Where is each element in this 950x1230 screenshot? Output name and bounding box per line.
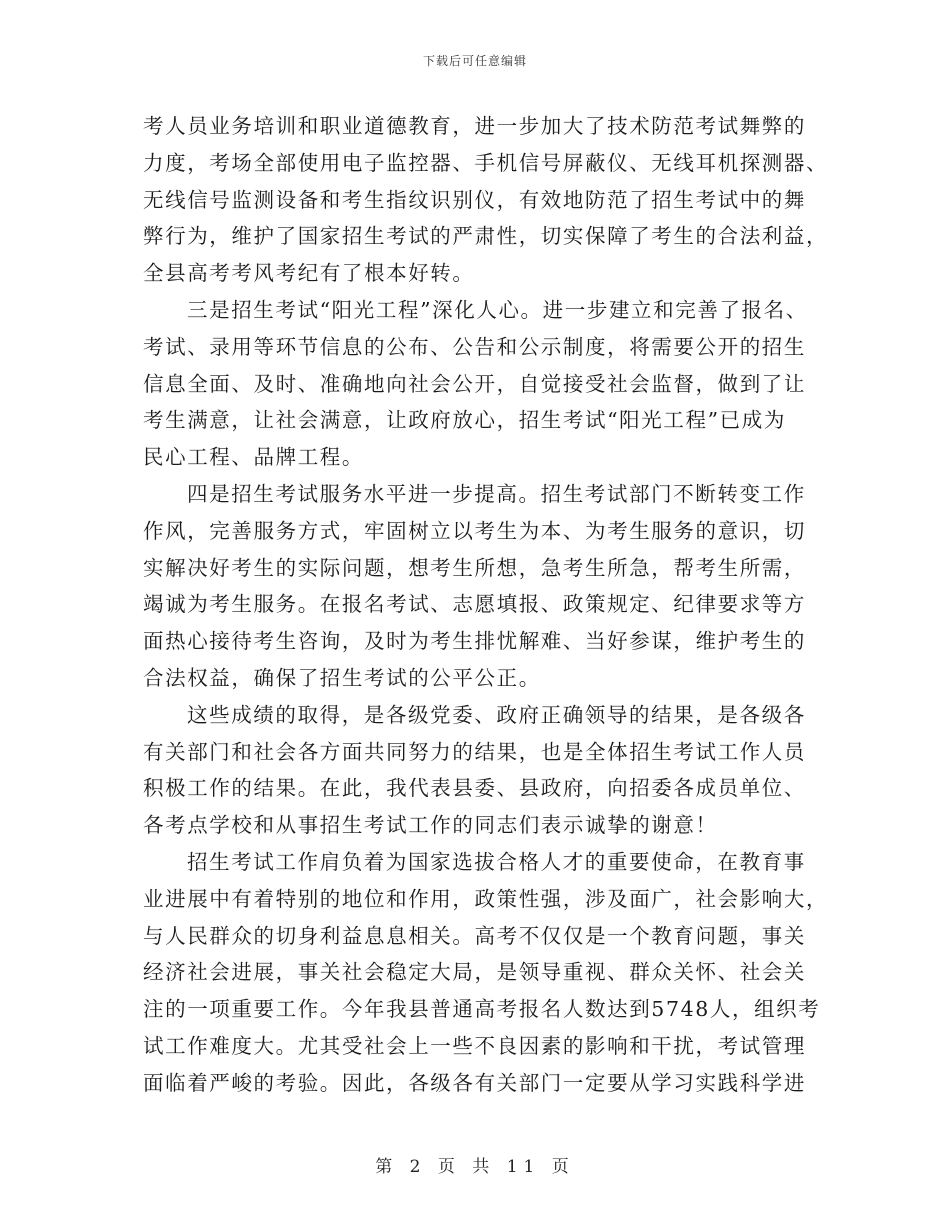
paragraph-start-line: 三是招生考试“阳光工程”深化人心。进一步建立和完善了报名、 — [187, 297, 808, 322]
page-number: 第 2 页 共 11 页 — [375, 1157, 575, 1177]
paragraph-start-line: 这些成绩的取得，是各级党委、政府正确领导的结果，是各级各 — [187, 702, 806, 727]
text-line: 积极工作的结果。在此，我代表县委、县政府，向招委各成员单位、 — [143, 776, 806, 801]
text-line: 试工作难度大。尤其受社会上一些不良因素的影响和干扰，考试管理 — [143, 1033, 806, 1058]
text-line: 作风，完善服务方式，牢固树立以考生为本、为考生服务的意识，切 — [143, 518, 806, 543]
text-line: 各考点学校和从事招生考试工作的同志们表示诚挚的谢意！ — [143, 813, 718, 838]
text-line: 无线信号监测设备和考生指纹识别仪，有效地防范了招生考试中的舞 — [143, 187, 806, 212]
text-line: 竭诚为考生服务。在报名考试、志愿填报、政策规定、纪律要求等方 — [143, 592, 806, 617]
text-line: 民心工程、品牌工程。 — [143, 445, 364, 470]
text-line: 考生满意，让社会满意，让政府放心，招生考试“阳光工程”已成为 — [143, 408, 786, 433]
text-line: 弊行为，维护了国家招生考试的严肃性，切实保障了考生的合法利益， — [143, 224, 829, 249]
text-line: 实解决好考生的实际问题，想考生所想，急考生所急，帮考生所需， — [143, 555, 806, 580]
text-line: 合法权益，确保了招生考试的公平公正。 — [143, 665, 541, 690]
text-line: 考试、录用等环节信息的公布、公告和公示制度，将需要公开的招生 — [143, 334, 806, 359]
paragraph-start-line: 招生考试工作肩负着为国家选拔合格人才的重要使命，在教育事 — [187, 849, 806, 874]
text-line: 全县高考考风考纪有了根本好转。 — [143, 261, 475, 286]
paragraph-start-line: 四是招生考试服务水平进一步提高。招生考试部门不断转变工作 — [187, 481, 806, 506]
text-line: 信息全面、及时、准确地向社会公开，自觉接受社会监督，做到了让 — [143, 371, 806, 396]
text-line: 与人民群众的切身利益息息相关。高考不仅仅是一个教育问题，事关 — [143, 923, 806, 948]
text-line: 面热心接待考生咨询，及时为考生排忧解难、当好参谋，维护考生的 — [143, 629, 806, 654]
text-line: 面临着严峻的考验。因此，各级各有关部门一定要从学习实践科学进 — [143, 1070, 806, 1095]
text-line: 业进展中有着特别的地位和作用，政策性强，涉及面广，社会影响大， — [143, 886, 829, 911]
document-body — [143, 108, 829, 1102]
text-line: 有关部门和社会各方面共同努力的结果，也是全体招生考试工作人员 — [143, 739, 806, 764]
download-note: 下载后可任意编辑 — [422, 54, 527, 68]
text-line: 经济社会进展，事关社会稳定大局，是领导重视、群众关怀、社会关 — [143, 960, 806, 985]
text-line: 力度，考场全部使用电子监控器、手机信号屏蔽仪、无线耳机探测器、 — [143, 150, 829, 175]
text-line: 注的一项重要工作。今年我县普通高考报名人数达到5748人，组织考 — [143, 997, 821, 1022]
text-line: 考人员业务培训和职业道德教育，进一步加大了技术防范考试舞弊的 — [143, 114, 806, 138]
